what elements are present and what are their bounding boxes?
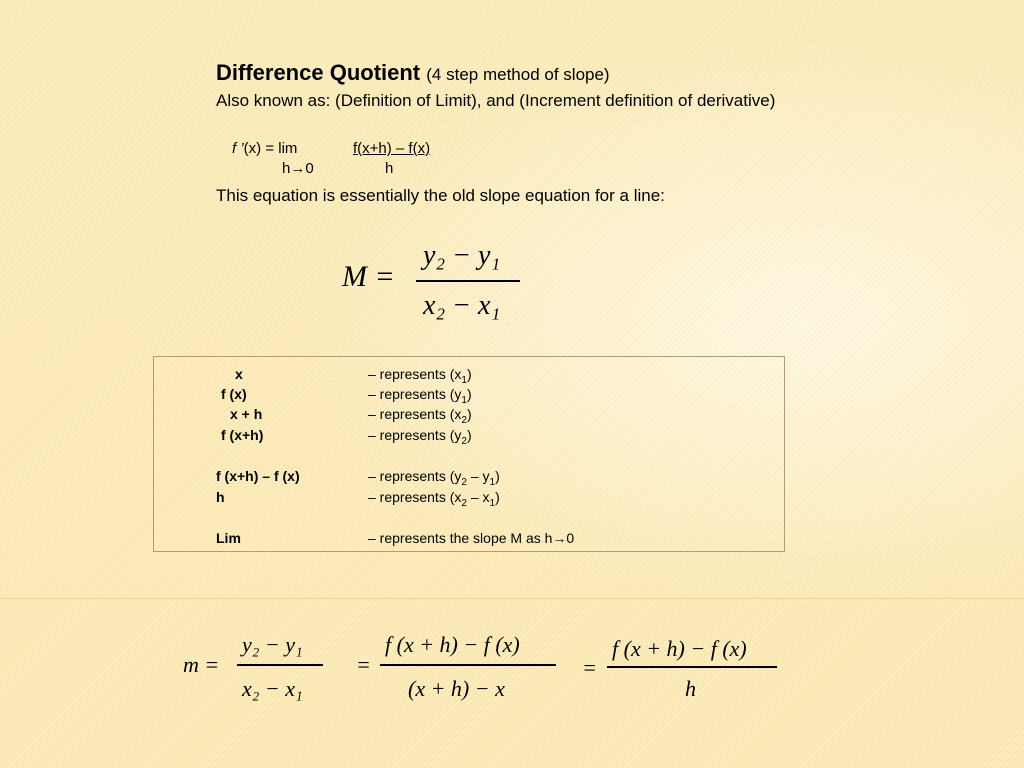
limit-subscript: h→0 [282,160,314,177]
bottom-f3-bar [607,666,777,668]
slope-denominator: x₂ − x₁ [423,290,501,321]
bottom-f1-num: y₂ − y₁ [242,632,303,657]
definition-term: f (x+h) [221,427,264,443]
essential-text: This equation is essentially the old slope equation for a line: [216,186,665,205]
derivative-lhs [232,140,297,157]
definition-desc: – represents $(y_1)$ [368,386,472,406]
definition-desc: – represents $(x_2)$ [368,406,472,426]
bottom-f3-num: f (x + h) − f (x) [612,636,747,661]
definition-desc: – represents the slope M as h→0 [368,530,575,546]
definition-term: Lim [216,530,241,546]
definition-desc: – represents $(x_2 - x_1)$ [368,489,500,509]
bottom-f2-den: (x + h) − x [408,676,505,701]
slide-title [216,60,610,86]
bottom-eq3: = [582,655,597,680]
slope-lhs: M = [342,260,395,293]
derivative-denominator: h [385,160,394,177]
title-main: Difference Quotient [216,60,421,85]
definition-term: x + h [230,406,263,422]
bottom-f3-den: h [685,676,696,701]
definition-desc: – represents $(y_2)$ [368,427,472,447]
f-prime: f ’ [232,140,244,157]
definition-term: f (x) [221,386,247,402]
definition-term: f (x+h) – f (x) [216,468,300,484]
bottom-f1-den: x₂ − x₁ [242,676,303,701]
title-subtitle: (4 step method of slope) [426,65,610,84]
derivative-numerator: f(x+h) – f(x) [353,140,431,157]
slope-numerator: y₂ − y₁ [423,240,501,271]
lhs-rest: (x) = lim [243,140,298,157]
definition-desc: – represents $(x_1)$ [368,366,472,386]
slope-fraction-bar [416,280,520,282]
definition-desc: – represents $(y_2 - y_1)$ [368,468,500,488]
bottom-f1-bar [237,664,323,666]
bottom-f2-bar [380,664,556,666]
definition-term: x [235,366,243,382]
also-known-as: Also known as: (Definition of Limit), and (Increment definition of derivative) [216,91,776,110]
divider-stripe [0,598,1024,599]
bottom-f2-num: f (x + h) − f (x) [385,632,520,657]
bottom-eq2: = [356,652,371,677]
bottom-m: m = [183,652,220,677]
definition-term: h [216,489,225,505]
